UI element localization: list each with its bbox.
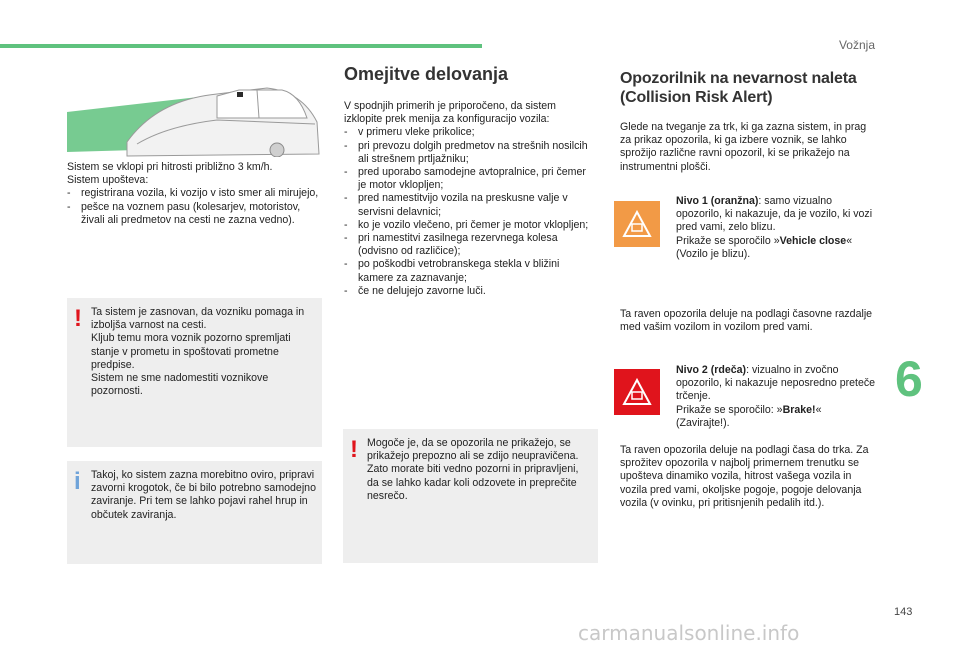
col3-mid-text: Ta raven opozorila deluje na podlagi časovne razdalje med vašim vozilom in vozilom pred vami. [620, 308, 873, 334]
chapter-number: 6 [895, 351, 923, 407]
collision-warning-icon [622, 209, 652, 239]
car-camera-illustration [67, 82, 321, 157]
level1-label: Nivo 1 (oranžna) [676, 195, 759, 207]
list-item: - pred uporabo samodejne avtopralnice, pri čemer je motor vklopljen; [344, 166, 596, 192]
level1-description [676, 195, 876, 261]
list-item: - če ne delujejo zavorne luči. [344, 285, 596, 298]
header-accent-bar [0, 44, 482, 48]
warning-line: Mogoče je, da se opozorila ne prikažejo, se prikažejo prepozno ali se zdijo neupravičena. [367, 437, 579, 463]
collision-warning-icon [622, 377, 652, 407]
level1-desc: : samo vizualno opozorilo, ki nakazuje, da je vozilo, ki vozi pred vami, zelo blizu. [676, 195, 873, 234]
section-heading-collision-alert [620, 69, 857, 107]
level1-msg: Vehicle close [779, 234, 847, 247]
col1-intro-line: Sistem se vklopi pri hitrosti približno 3 km/h. [67, 161, 273, 173]
level2-label: Nivo 2 (rdeča) [676, 364, 747, 376]
warning-line: Sistem ne sme nadomestiti voznikove pozornosti. [91, 372, 269, 398]
list-item: - v primeru vleke prikolice; [344, 126, 596, 139]
info-note-box [67, 461, 322, 564]
warning-note-box [343, 429, 598, 563]
level2-description [676, 364, 876, 430]
col3-intro: Glede na tveganje za trk, ki ga zazna sistem, in prag za prikaz opozorila, ki ga izbere voznik, se lahko sprožijo različne ravni opozoril, ki se prikažejo na instrumentni plošči. [620, 121, 867, 173]
section-title: Vožnja [838, 38, 875, 52]
list-item: - pri prevozu dolgih predmetov na strešnih nosilcih ali strešnem prtljažniku; [344, 140, 596, 166]
heading-line: (Collision Risk Alert) [620, 89, 773, 106]
warning-line: Ta sistem je zasnovan, da vozniku pomaga in izboljša varnost na cesti. [91, 306, 305, 332]
warning-note-box [67, 298, 322, 447]
info-icon: i [74, 468, 81, 495]
list-item: - pred namestitvijo vozila na preskusne valje v servisni delavnici; [344, 192, 596, 218]
level1-msg-suffix: « (Vozilo je blizu). [676, 234, 853, 260]
col2-body [344, 100, 596, 298]
level2-alert-icon [614, 369, 660, 415]
warning-line: Kljub temu mora voznik pozorno spremljati stanje v prometu in spoštovati prometne predpise. [91, 332, 291, 371]
list-item: - po poškodbi vetrobranskega stekla v bližini kamere za zaznavanje; [344, 258, 596, 284]
list-item: - registrirana vozila, ki vozijo v isto smer ali mirujejo, [67, 187, 319, 200]
col3-bottom-text: Ta raven opozorila deluje na podlagi časa do trka. Za sprožitev opozorila v najbolj primernem trenutku se upošteva dinamiko vozila, hitrost vašega vozila in vozila pred vami, okoljske pogoje, pogoje delovanja vozila (v ovinku, pri pritisnjenih pedalih itd.). [620, 444, 869, 509]
level2-desc: : vizualno in zvočno opozorilo, ki nakazuje neposredno preteče trčenje. [676, 364, 876, 403]
exclamation-icon: ! [350, 436, 358, 463]
list-item: - pri namestitvi zasilnega rezervnega kolesa (odvisno od različice); [344, 232, 596, 258]
warning-line: Zato morate biti vedno pozorni in pripravljeni, da se lahko kadar koli odzovete in preprečite nesrečo. [367, 463, 579, 502]
page-number: 143 [894, 606, 913, 618]
col1-intro [67, 161, 319, 227]
col2-intro: V spodnjih primerih je priporočeno, da sistem izklopite prek menija za konfiguracijo vozila: [344, 100, 556, 126]
exclamation-icon: ! [74, 305, 82, 332]
list-item: - pešce na voznem pasu (kolesarjev, motoristov, živali ali predmetov na cesti ne zazna vedno). [67, 201, 319, 227]
level1-msg-prefix: Prikaže se sporočilo » [676, 234, 780, 247]
level2-msg: Brake! [782, 403, 816, 416]
level1-alert-icon [614, 201, 660, 247]
level2-msg-prefix: Prikaže se sporočilo: » [676, 403, 783, 416]
heading-line: Opozorilnik na nevarnost naleta [620, 70, 857, 87]
watermark: carmanualsonline.info [578, 621, 800, 645]
col1-intro-line: Sistem upošteva: [67, 174, 149, 187]
list-item: - ko je vozilo vlečeno, pri čemer je motor vklopljen; [344, 219, 596, 232]
level2-msg-suffix: « (Zavirajte!). [676, 403, 822, 429]
info-text: Takoj, ko sistem zazna morebitno oviro, pripravi zavorni krogotok, če bi bilo potrebno samodejno zaviranje. Pri tem se lahko pojavi rahel hrup in občutek zaviranja. [91, 469, 316, 521]
section-heading-limitations: Omejitve delovanja [344, 64, 509, 84]
